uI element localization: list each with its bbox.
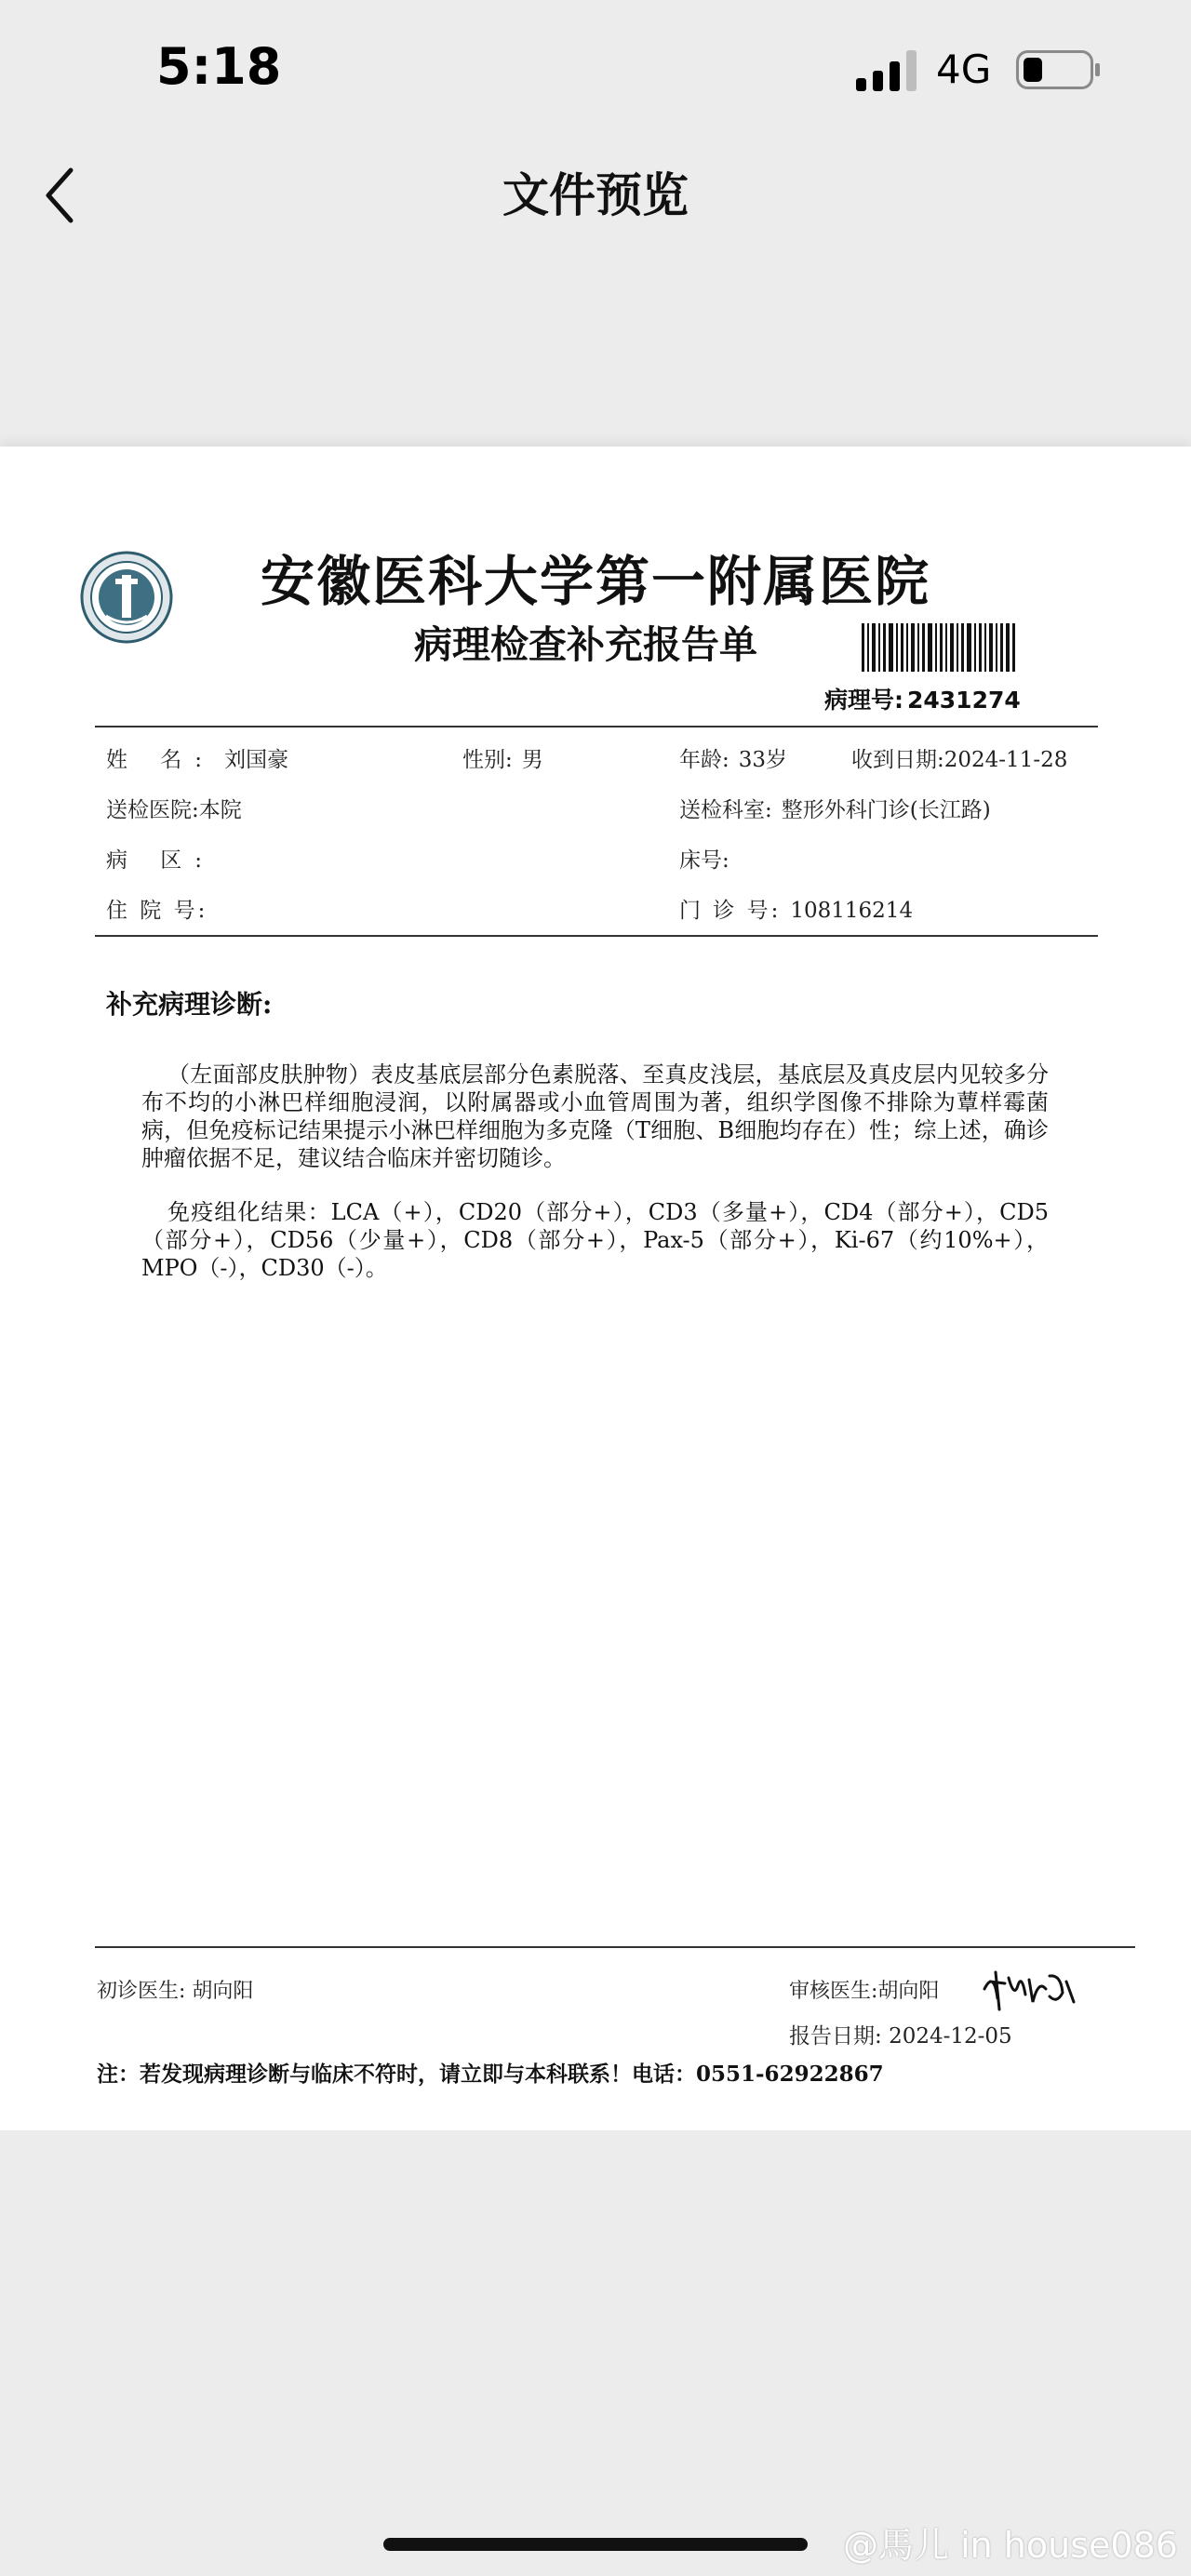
battery-icon bbox=[1016, 50, 1102, 89]
received-date-value: 2024-11-28 bbox=[943, 748, 1068, 772]
outpatient-number-value: 108116214 bbox=[790, 899, 914, 923]
sending-department bbox=[679, 793, 991, 823]
patient-name bbox=[106, 742, 288, 773]
patient-age-label: 年龄: bbox=[679, 748, 729, 772]
ward-label: 病 区: bbox=[106, 848, 216, 873]
report-date bbox=[789, 2019, 1012, 2049]
patient-name-label: 姓 名: bbox=[106, 748, 216, 772]
report-date-label: 报告日期: bbox=[789, 2024, 882, 2049]
disclaimer-note: 注：若发现病理诊断与临床不符时，请立即与本科联系！电话：0551-62922867 bbox=[97, 2062, 884, 2087]
inpatient-number bbox=[106, 893, 207, 924]
initial-doctor-label: 初诊医生: bbox=[97, 1980, 186, 2003]
cellular-signal-icon bbox=[856, 50, 921, 91]
ward bbox=[106, 843, 215, 874]
sending-hospital-label: 送检医院: bbox=[106, 798, 199, 822]
pathology-number bbox=[821, 682, 1021, 715]
pathology-number-label: 病理号: bbox=[824, 687, 903, 714]
status-time: 5:18 bbox=[156, 37, 282, 96]
sending-department-value: 整形外科门诊(长江路) bbox=[781, 798, 991, 822]
sending-hospital-value: 本院 bbox=[198, 798, 242, 822]
outpatient-number-label: 门 诊 号: bbox=[679, 899, 782, 923]
pathology-number-value: 2431274 bbox=[907, 687, 1021, 714]
header-rule bbox=[95, 726, 1098, 727]
bed-number bbox=[679, 843, 729, 874]
hospital-name: 安徽医科大学第一附属医院 bbox=[260, 550, 930, 613]
home-indicator[interactable] bbox=[383, 2538, 808, 2551]
review-doctor-label: 审核医生: bbox=[789, 1980, 878, 2003]
info-rule bbox=[95, 935, 1098, 937]
review-doctor-value: 胡向阳 bbox=[877, 1980, 940, 2003]
initial-doctor-value: 胡向阳 bbox=[192, 1980, 254, 2003]
barcode-icon bbox=[862, 623, 1018, 672]
patient-sex-label: 性别: bbox=[462, 748, 513, 772]
report-title: 病理检查补充报告单 bbox=[414, 622, 757, 667]
patient-age bbox=[679, 742, 787, 773]
sending-department-label: 送检科室: bbox=[679, 798, 772, 822]
patient-sex-value: 男 bbox=[521, 748, 543, 772]
received-date-label: 收到日期: bbox=[851, 748, 944, 772]
patient-sex bbox=[462, 742, 543, 773]
review-doctor bbox=[789, 1975, 939, 2004]
report-date-value: 2024-12-05 bbox=[889, 2024, 1012, 2049]
section-title: 补充病理诊断: bbox=[106, 989, 273, 1020]
patient-name-value: 刘国豪 bbox=[224, 748, 289, 772]
immunohistochemistry-text: 免疫组化结果：LCA（+），CD20（部分+），CD3（多量+），CD4（部分+），CD5（部分+），CD56（少量+），CD8（部分+），Pax-5（部分+），Ki-67（约10%+），MPO（-），CD30（-）。 bbox=[141, 1199, 1049, 1281]
page-title: 文件预览 bbox=[502, 168, 689, 222]
patient-age-value: 33岁 bbox=[738, 748, 788, 772]
status-bar bbox=[0, 0, 1191, 140]
outpatient-number bbox=[679, 893, 913, 924]
bed-number-label: 床号: bbox=[679, 848, 729, 873]
inpatient-number-label: 住 院 号: bbox=[106, 899, 208, 923]
initial-doctor bbox=[97, 1975, 253, 2004]
network-type: 4G bbox=[936, 47, 992, 92]
diagnosis-text: （左面部皮肤肿物）表皮基底层部分色素脱落、至真皮浅层，基底层及真皮层内见较多分布不均的小淋巴样细胞浸润，以附属器或小血管周围为著，组织学图像不排除为蕈样霉菌病，但免疫标记结果提示小淋巴样细胞为多克隆（T细胞、B细胞均存在）性；综上述，确诊肿瘤依据不足，建议结合临床并密切随诊。 bbox=[141, 1061, 1049, 1171]
received-date bbox=[851, 742, 1067, 773]
sending-hospital bbox=[106, 793, 242, 823]
watermark: @馬儿 in house086 bbox=[843, 2525, 1178, 2566]
handwritten-signature bbox=[977, 1961, 1079, 2017]
footer-rule bbox=[95, 1946, 1135, 1948]
